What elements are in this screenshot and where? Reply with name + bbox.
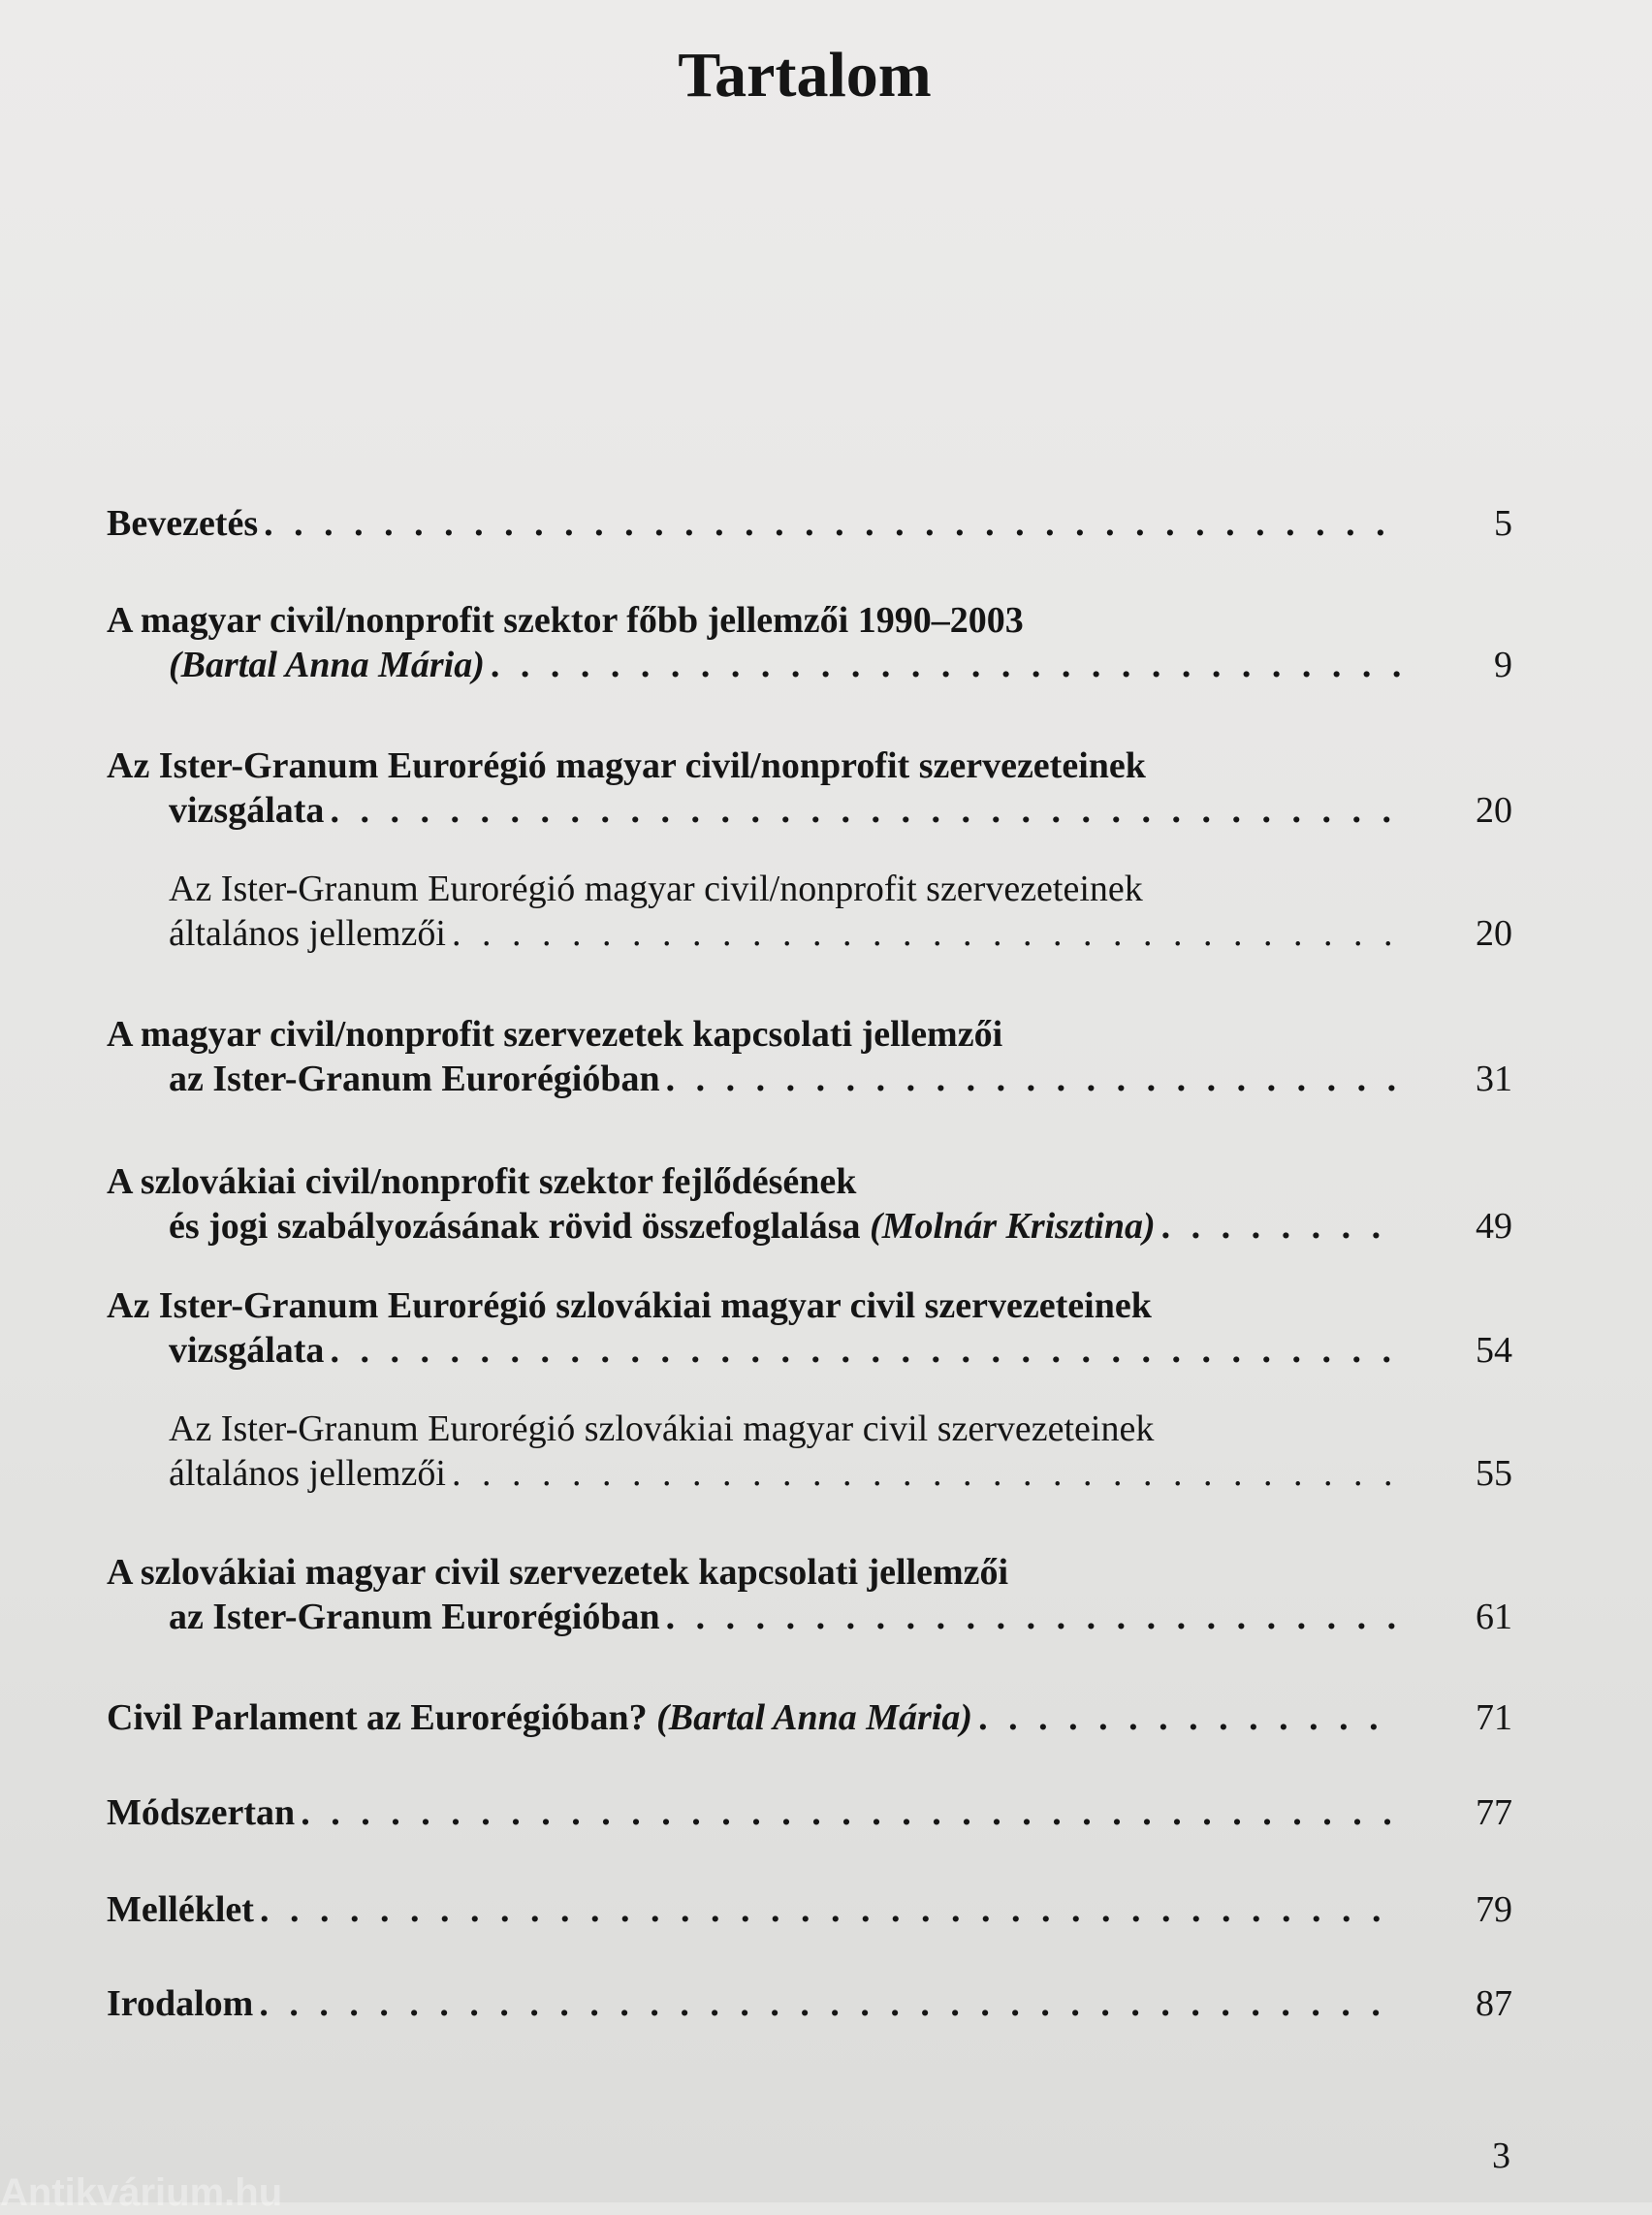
- leader-dots: [978, 1696, 1400, 1741]
- toc-title: Melléklet: [107, 1889, 254, 1930]
- toc-page: 31: [1476, 1058, 1512, 1099]
- toc-page: 54: [1476, 1329, 1512, 1371]
- leader-dots: [452, 1452, 1400, 1497]
- toc-title: Módszertan: [107, 1792, 296, 1833]
- toc-author: (Bartal Anna Mária): [169, 644, 485, 685]
- toc-entry-civil-parlament: [107, 1696, 1512, 1741]
- toc-title: A szlovákiai civil/nonprofit szektor fejlődésének: [107, 1161, 857, 1202]
- toc-page: 55: [1476, 1452, 1512, 1494]
- leader-dots: [264, 502, 1400, 547]
- toc-page: 20: [1476, 789, 1512, 831]
- toc-title-cont: és jogi szabályozásának rövid összefoglalása: [169, 1205, 861, 1247]
- watermark: Antikvárium.hu: [0, 2171, 283, 2214]
- page-title: Tartalom: [678, 40, 932, 111]
- page-number: 3: [1492, 2136, 1510, 2176]
- toc-entry-kapcsolati-1: [107, 1013, 1512, 1101]
- toc-author: (Molnár Krisztina): [870, 1205, 1156, 1247]
- toc-title-cont: az Ister-Granum Eurorégióban: [169, 1058, 660, 1099]
- leader-dots: [1161, 1205, 1400, 1250]
- toc-title-cont: az Ister-Granum Eurorégióban: [169, 1596, 660, 1637]
- toc-page: 61: [1476, 1596, 1512, 1637]
- toc-title: A magyar civil/nonprofit szervezetek kapcsolati jellemzői: [107, 1014, 1003, 1055]
- toc-page: 87: [1476, 1983, 1512, 2024]
- toc-entry-modszertan: [107, 1791, 1512, 1836]
- toc-entry-melleklet: [107, 1888, 1512, 1933]
- leader-dots: [260, 1888, 1400, 1933]
- leader-dots: [259, 1982, 1400, 2027]
- leader-dots: [666, 1596, 1400, 1640]
- leader-dots: [330, 1329, 1400, 1374]
- toc-title: Az Ister-Granum Eurorégió szlovákiai magyar civil szervezeteinek: [169, 1408, 1155, 1449]
- toc-title-cont: általános jellemzői: [169, 1452, 446, 1494]
- toc-page: 5: [1494, 503, 1512, 544]
- toc-page: 9: [1494, 644, 1512, 685]
- toc-page: 49: [1476, 1205, 1512, 1247]
- toc-entry-vizsgalata-1: [107, 744, 1512, 833]
- toc-entry-magyar-szektor: [107, 599, 1512, 687]
- toc-title-cont: vizsgálata: [169, 1329, 325, 1371]
- toc-title-cont: vizsgálata: [169, 789, 325, 831]
- toc-title-cont: általános jellemzői: [169, 912, 446, 954]
- toc-author: (Bartal Anna Mária): [656, 1697, 973, 1738]
- toc-title: Bevezetés: [107, 503, 259, 544]
- toc-title: A szlovákiai magyar civil szervezetek kapcsolati jellemzői: [107, 1552, 1009, 1593]
- toc-title: Az Ister-Granum Eurorégió szlovákiai magyar civil szervezeteinek: [107, 1285, 1152, 1326]
- leader-dots: [301, 1791, 1400, 1836]
- toc-page: 20: [1476, 912, 1512, 954]
- leader-dots: [330, 789, 1400, 834]
- toc-entry-szlovakiai-szektor: [107, 1160, 1512, 1249]
- toc-title: Az Ister-Granum Eurorégió magyar civil/nonprofit szervezeteinek: [107, 745, 1146, 786]
- leader-dots: [452, 912, 1400, 957]
- leader-dots: [491, 644, 1400, 688]
- toc-page: 77: [1476, 1792, 1512, 1833]
- toc-entry-kapcsolati-2: [107, 1551, 1512, 1639]
- toc-page: 71: [1476, 1697, 1512, 1738]
- toc-title: A magyar civil/nonprofit szektor főbb jellemzői 1990–2003: [107, 600, 1024, 641]
- toc-title: Irodalom: [107, 1983, 254, 2024]
- leader-dots: [666, 1058, 1400, 1102]
- toc-title: Az Ister-Granum Eurorégió magyar civil/nonprofit szervezeteinek: [169, 869, 1143, 909]
- toc-entry-bevezetes: [107, 502, 1512, 547]
- toc-page: 79: [1476, 1889, 1512, 1930]
- toc-subentry-altalanos-1: [107, 868, 1512, 956]
- toc-subentry-altalanos-2: [107, 1408, 1512, 1496]
- toc-entry-irodalom: [107, 1982, 1512, 2027]
- toc-title: Civil Parlament az Eurorégióban?: [107, 1697, 648, 1738]
- toc-entry-vizsgalata-2: [107, 1284, 1512, 1373]
